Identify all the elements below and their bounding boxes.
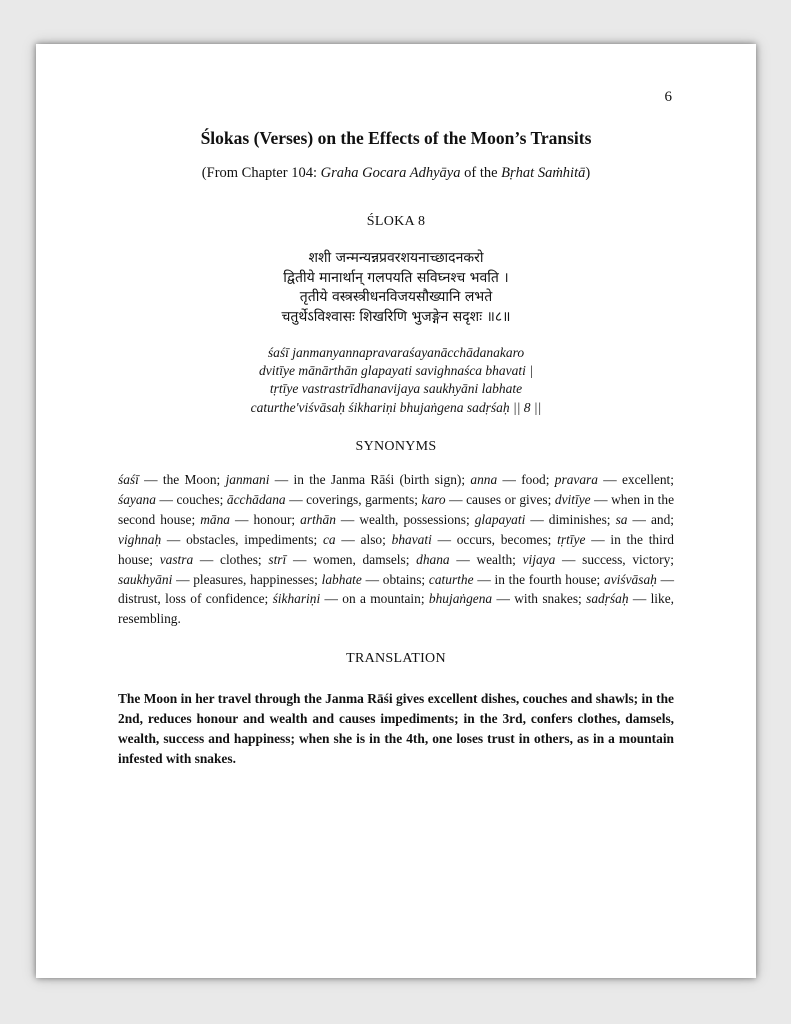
subtitle-book-name: Bṛhat Saṁhitā bbox=[501, 165, 586, 181]
synonym-meaning: — like, resembling. bbox=[118, 591, 675, 627]
synonym-term: caturthe bbox=[428, 571, 474, 587]
synonym-meaning: — honour; bbox=[230, 511, 301, 527]
synonym-meaning: — and; bbox=[627, 511, 675, 527]
synonym-term: tṛtīye bbox=[557, 531, 586, 547]
synonym-meaning: — diminishes; bbox=[525, 511, 616, 527]
synonym-term: dhana bbox=[416, 551, 450, 567]
synonym-term: janmani bbox=[225, 472, 270, 487]
synonym-term: sadṛśaḥ bbox=[586, 591, 629, 607]
synonym-meaning: — in the fourth house; bbox=[473, 571, 605, 587]
transliteration-line: dvitīye mānārthān glapayati savighnaśca bhavati | bbox=[258, 363, 534, 379]
synonym-meaning: — coverings, garments; bbox=[285, 491, 422, 507]
synonym-meaning: — causes or gives; bbox=[445, 491, 555, 507]
synonym-meaning: — food; bbox=[497, 472, 555, 487]
synonym-term: śikhariṇi bbox=[272, 591, 321, 607]
synonym-term: sa bbox=[615, 511, 628, 527]
synonym-term: saukhyāni bbox=[118, 571, 173, 587]
synonym-term: vijaya bbox=[522, 551, 556, 567]
synonym-term: karo bbox=[421, 491, 446, 507]
synonym-term: śaśī bbox=[118, 472, 139, 487]
synonym-meaning: — occurs, becomes; bbox=[431, 531, 558, 547]
synonym-term: bhujaṅgena bbox=[428, 591, 493, 607]
synonym-term: labhate bbox=[321, 571, 362, 587]
synonyms-heading: SYNONYMS bbox=[355, 439, 437, 454]
synonym-term: dvitīye bbox=[554, 491, 591, 507]
transliterated-verse bbox=[36, 344, 756, 417]
subtitle-chapter-name: Graha Gocara Adhyāya bbox=[320, 165, 461, 181]
subtitle-prefix: (From Chapter 104: bbox=[201, 165, 321, 181]
subtitle-middle: of the bbox=[460, 165, 502, 181]
synonym-term: pravara bbox=[554, 472, 598, 487]
page-title: Ślokas (Verses) on the Effects of the Moon’s Transits bbox=[200, 128, 592, 148]
translation-paragraph: The Moon in her travel through the Janma Rāśi gives excellent dishes, couches and shawls; in the 2nd, reduces honour and wealth and causes impediments; in the 3rd, confers clothes, damsels, wealth, success and happiness; when she is in the 4th, one loses trust in others, as in a mountain infested with snakes. bbox=[118, 691, 674, 766]
transliteration-line: śaśī janmanyannapravaraśayanācchādanakaro bbox=[267, 345, 525, 360]
synonym-term: strī bbox=[268, 551, 287, 567]
synonym-term: vastra bbox=[159, 551, 194, 567]
translation-heading: TRANSLATION bbox=[346, 651, 446, 666]
synonym-term: śayana bbox=[118, 491, 156, 507]
synonym-term: ca bbox=[322, 531, 336, 547]
synonym-term: anna bbox=[470, 472, 498, 487]
devanagari-verse bbox=[36, 249, 756, 327]
synonym-meaning: — on a mountain; bbox=[320, 591, 429, 607]
transliteration-line: tṛtīye vastrastrīdhanavijaya saukhyāni labhate bbox=[269, 381, 523, 397]
synonym-meaning: — in the third house; bbox=[118, 531, 674, 567]
devanagari-line: तृतीये वस्त्रस्त्रीधनविजयसौख्यानि लभते bbox=[299, 289, 493, 305]
synonym-meaning: — distrust, loss of confidence; bbox=[118, 571, 675, 607]
synonym-term: aviśvāsaḥ bbox=[604, 571, 657, 587]
subtitle-suffix: ) bbox=[585, 165, 591, 181]
devanagari-line: शशी जन्मन्यन्नप्रवरशयनाच्छादनकरो bbox=[308, 250, 484, 266]
synonym-meaning: — the Moon; bbox=[138, 472, 226, 487]
document-page bbox=[36, 44, 756, 978]
transliteration-line: caturthe'viśvāsaḥ śikhariṇi bhujaṅgena sadṛśaḥ || 8 || bbox=[250, 399, 542, 415]
synonym-meaning: — obtains; bbox=[361, 571, 429, 587]
sloka-heading: ŚLOKA 8 bbox=[366, 214, 426, 229]
synonym-meaning: — success, victory; bbox=[555, 551, 674, 567]
synonym-term: vighnaḥ bbox=[118, 531, 162, 547]
synonym-meaning: — when in the second house; bbox=[118, 491, 675, 527]
devanagari-line: द्वितीये मानार्थान् गलपयति सविघ्नश्च भवति । bbox=[283, 269, 509, 286]
synonym-term: arthān bbox=[300, 511, 336, 527]
synonym-meaning: — obstacles, impediments; bbox=[161, 531, 323, 547]
synonym-term: māna bbox=[200, 511, 230, 527]
synonym-meaning: — with snakes; bbox=[492, 591, 587, 607]
synonym-meaning: — in the Janma Rāśi (birth sign); bbox=[269, 472, 471, 487]
devanagari-line: चतुर्थेऽविश्वासः शिखरिणि भुजङ्गेन सदृशः ॥८॥ bbox=[281, 308, 511, 325]
synonym-meaning: — also; bbox=[335, 531, 392, 547]
synonym-term: bhavati bbox=[391, 531, 432, 547]
synonym-meaning: — wealth; bbox=[449, 551, 523, 567]
synonym-meaning: — wealth, possessions; bbox=[335, 511, 475, 527]
synonym-meaning: — excellent; bbox=[597, 472, 674, 487]
subtitle bbox=[36, 165, 756, 182]
synonym-term: ācchādana bbox=[226, 491, 286, 507]
synonym-meaning: — women, damsels; bbox=[286, 551, 417, 567]
synonym-meaning: — pleasures, happinesses; bbox=[172, 571, 322, 587]
synonym-meaning: — couches; bbox=[155, 491, 227, 507]
synonyms-paragraph bbox=[118, 470, 674, 629]
synonym-term: glapayati bbox=[474, 511, 526, 527]
page-number: 6 bbox=[664, 89, 672, 105]
synonym-meaning: — clothes; bbox=[193, 551, 269, 567]
